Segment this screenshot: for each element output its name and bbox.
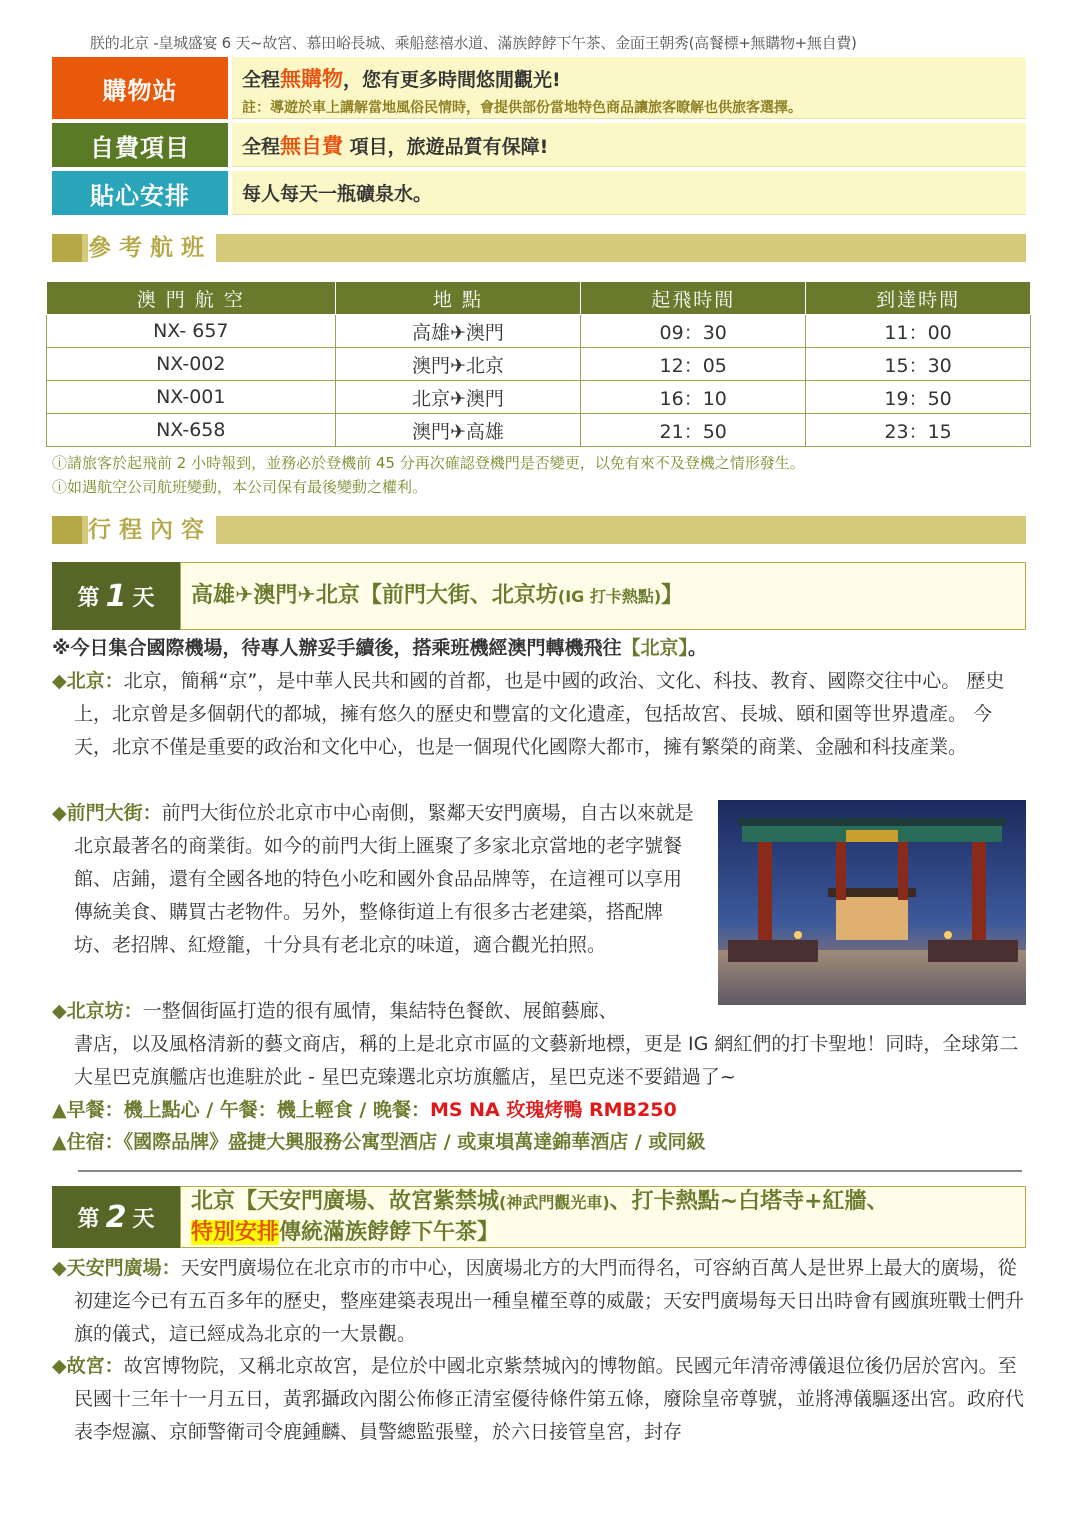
flight-number: NX-001	[47, 381, 336, 414]
flights-header-row	[47, 282, 1031, 315]
day1-bar	[52, 562, 1026, 630]
day1-hotel: ▲住宿：《國際品牌》盛捷大興服務公寓型酒店 / 或東塤萬達錦華酒店 / 或同級	[52, 1131, 706, 1153]
optional-main: 全程無自費 項目，旅遊品質有保障!	[242, 133, 549, 158]
flight-route: 高雄✈澳門	[335, 315, 581, 348]
shopping-content	[232, 57, 1026, 119]
beijing-paragraph: ◆北京：北京，簡稱“京”，是中華人民共和國的首都，也是中國的政治、文化、科技、教育、國際交往中心。 歷史上，北京曾是多個朝代的都城，擁有悠久的歷史和豐富的文化遺產，包括故宮、長城、頤和園等世界遺產。 今天，北京不僅是重要的政治和文化中心，也是一個現代化國際大都市，擁有繁榮的商業、金融和科技產業。	[52, 670, 1005, 758]
day1-meals: ▲早餐：機上點心 / 午餐：機上輕食 / 晚餐：MS NA 玫瑰烤鴨 RMB250	[52, 1099, 677, 1121]
flight-route: 澳門✈北京	[335, 348, 581, 381]
flights-section-bar	[52, 234, 1026, 262]
document-header: 朕的北京 -皇城盛宴 6 天~故宮、慕田峪長城、乘船慈禧水道、滿族餑餑下午茶、金面王朝秀(高餐標+無購物+無自費)	[90, 34, 857, 52]
flight-number: NX-658	[47, 414, 336, 447]
tiananmen-paragraph: ◆天安門廣場：天安門廣場位在北京市的市中心，因廣場北方的大門而得名，可容納百萬人是世界上最大的廣場，從初建迄今已有五百多年的歷史，整座建築表現出一種皇權至尊的威嚴；天安門廣場每天日出時會有國旗班戰士們升旗的儀式，這已經成為北京的一大景觀。	[52, 1257, 1025, 1345]
shopping-label: 購物站	[52, 57, 228, 119]
flight-arrive: 11：00	[806, 315, 1031, 348]
care-label: 貼心安排	[52, 171, 228, 215]
flight-depart: 21：50	[581, 414, 806, 447]
optional-label: 自費項目	[52, 123, 228, 167]
flights-table	[46, 281, 1031, 447]
table-row	[47, 414, 1031, 447]
flights-header-cell: 澳 門 航 空	[47, 282, 336, 315]
qianmen-paragraph: ◆前門大街：前門大街位於北京市中心南側，緊鄰天安門廣場，自古以來就是北京最著名的商業街。如今的前門大街上匯聚了多家北京當地的老字號餐館、店鋪，還有全國各地的特色小吃和國外食品品牌等，在這裡可以享用傳統美食、購買古老物件。另外，整條街道上有很多古老建築，搭配牌坊、老招牌、紅燈籠，十分具有老北京的味道，適合觀光拍照。	[52, 802, 694, 956]
flight-depart: 16：10	[581, 381, 806, 414]
flight-arrive: 15：30	[806, 348, 1031, 381]
table-row	[47, 315, 1031, 348]
table-row	[47, 381, 1031, 414]
day1-tag: 第 1 天	[52, 562, 180, 630]
section-marker	[52, 516, 82, 544]
flight-arrive: 23：15	[806, 414, 1031, 447]
day2-tag: 第 2 天	[52, 1186, 180, 1248]
shopping-note: 註：導遊於車上講解當地風俗民情時，會提供部份當地特色商品讓旅客瞭解也供旅客選擇。	[242, 100, 802, 116]
day2-bar	[52, 1186, 1026, 1248]
flight-note: ⓘ請旅客於起飛前 2 小時報到，並務必於登機前 45 分再次確認登機門是否變更，以免有來不及登機之情形發生。	[52, 454, 805, 472]
flight-note: ⓘ如遇航空公司航班變動，本公司保有最後變動之權利。	[52, 478, 428, 496]
day1-intro: ※今日集合國際機場，待專人辦妥手續後，搭乘班機經澳門轉機飛往【北京】。	[52, 637, 708, 659]
care-content	[232, 171, 1026, 215]
shopping-main: 全程無購物，您有更多時間悠閒觀光!	[242, 67, 561, 91]
care-row	[52, 171, 1026, 215]
shopping-row	[52, 57, 1026, 119]
care-main: 每人每天一瓶礦泉水。	[242, 183, 433, 205]
itinerary-section-bar	[52, 516, 1026, 544]
flights-header-cell: 到達時間	[806, 282, 1031, 315]
itinerary-section-title: 行程內容	[88, 516, 216, 544]
flight-arrive: 19：50	[806, 381, 1031, 414]
beijingfang-paragraph-cont: 書店，以及風格清新的藝文商店，稱的上是北京市區的文藝新地標，更是 IG 網紅們的打卡聖地！同時，全球第二大星巴克旗艦店也進駐於此 - 星巴克臻選北京坊旗艦店，星巴克迷不要錯過了~	[74, 1033, 1019, 1088]
optional-content	[232, 123, 1026, 167]
table-row	[47, 348, 1031, 381]
flights-section-title: 參考航班	[88, 234, 216, 262]
qianmen-photo	[718, 800, 1026, 1005]
flight-depart: 09：30	[581, 315, 806, 348]
flight-depart: 12：05	[581, 348, 806, 381]
day-divider	[78, 1170, 1022, 1172]
flight-route: 北京✈澳門	[335, 381, 581, 414]
flight-number: NX-002	[47, 348, 336, 381]
flights-header-cell: 地 點	[335, 282, 581, 315]
day1-title: 高雄✈澳門✈北京【前門大街、北京坊(IG 打卡熱點)】	[180, 562, 1026, 630]
beijingfang-paragraph-start: ◆北京坊：一整個街區打造的很有風情，集結特色餐飲、展館藝廊、	[52, 1000, 618, 1022]
gugong-paragraph: ◆故宮：故宮博物院，又稱北京故宮，是位於中國北京紫禁城內的博物館。民國元年清帝溥儀退位後仍居於宮內。至民國十三年十一月五日，黃郛攝政內閣公佈修正清室優待條件第五條，廢除皇帝尊號，並將溥儀驅逐出宮。政府代表李煜瀛、京師警衛司令鹿鍾麟、員警總監張璧，於六日接管皇宮，封存	[52, 1355, 1025, 1443]
day2-title: 北京【天安門廣場、故宮紫禁城(神武門觀光車)、打卡熱點~白塔寺+紅牆、 特別安排傳統滿族餑餑下午茶】	[180, 1186, 1026, 1248]
optional-row	[52, 123, 1026, 167]
flights-header-cell: 起飛時間	[581, 282, 806, 315]
section-marker	[52, 234, 82, 262]
flight-number: NX- 657	[47, 315, 336, 348]
flight-route: 澳門✈高雄	[335, 414, 581, 447]
